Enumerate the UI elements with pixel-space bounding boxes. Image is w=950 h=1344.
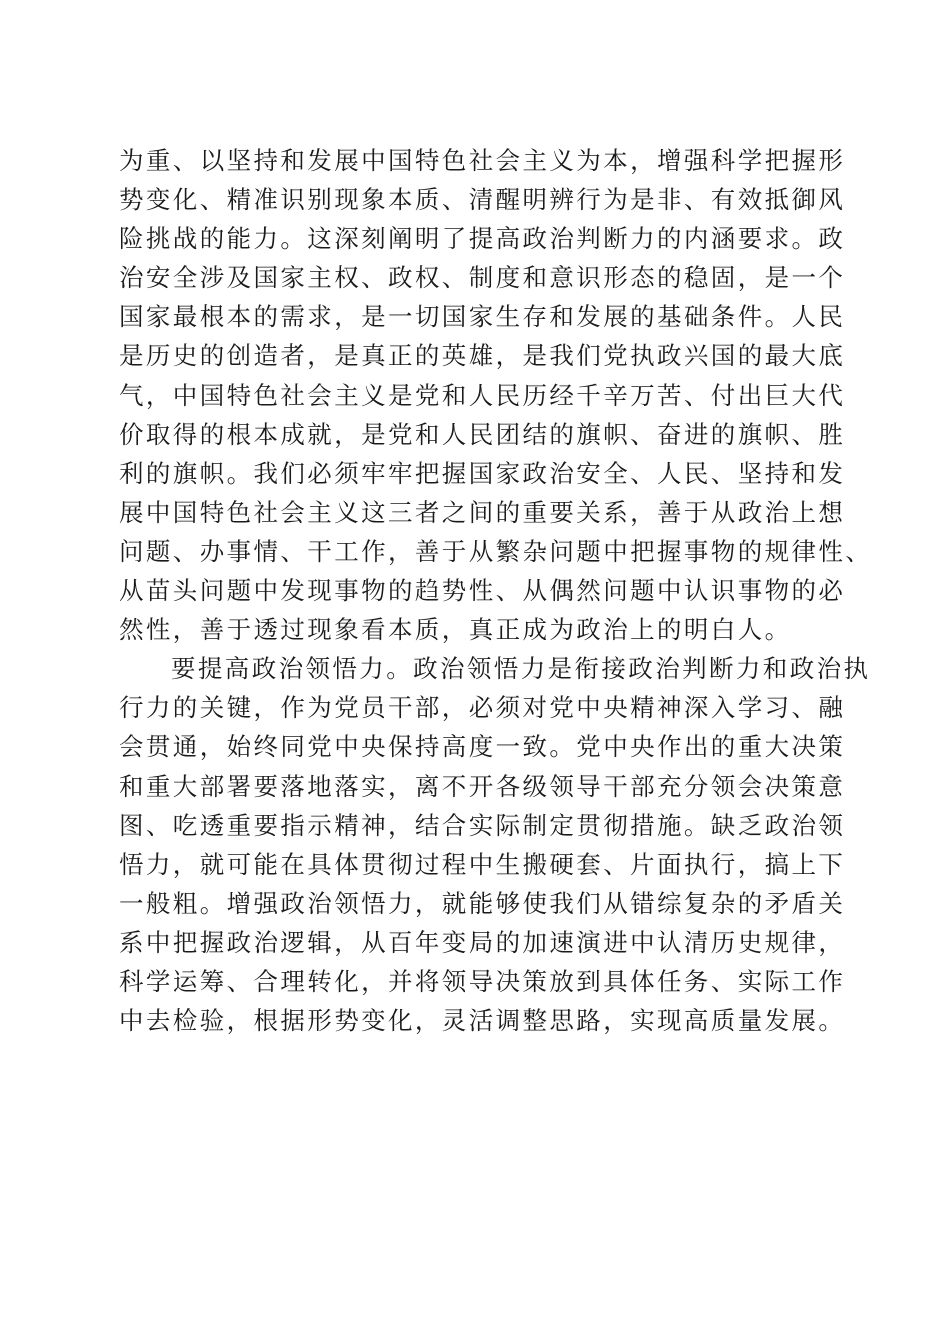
text-line: 行力的关键，作为党员干部，必须对党中央精神深入学习、融	[119, 693, 846, 723]
text-line: 科学运筹、合理转化，并将领导决策放到具体任务、实际工作	[119, 966, 846, 996]
text-line: 治安全涉及国家主权、政权、制度和意识形态的稳固，是一个	[119, 263, 846, 293]
text-line: 一般粗。增强政治领悟力，就能够使我们从错综复杂的矛盾关	[119, 888, 846, 918]
text-line: 是历史的创造者，是真正的英雄，是我们党执政兴国的最大底	[119, 341, 846, 371]
text-line: 利的旗帜。我们必须牢牢把握国家政治安全、人民、坚持和发	[119, 458, 846, 488]
text-line: 为重、以坚持和发展中国特色社会主义为本，增强科学把握形	[119, 146, 846, 175]
text-line: 气，中国特色社会主义是党和人民历经千辛万苦、付出巨大代	[119, 380, 846, 410]
text-line: 然性，善于透过现象看本质，真正成为政治上的明白人。	[119, 615, 792, 645]
paragraph-2	[119, 649, 871, 1040]
text-line-indented: 要提高政治领悟力。政治领悟力是衔接政治判断力和政治执	[171, 654, 871, 684]
text-line: 系中把握政治逻辑，从百年变局的加速演进中认清历史规律，	[119, 927, 846, 957]
paragraph-1	[119, 141, 873, 649]
text-line: 会贯通，始终同党中央保持高度一致。党中央作出的重大决策	[119, 732, 846, 762]
text-line: 价取得的根本成就，是党和人民团结的旗帜、奋进的旗帜、胜	[119, 419, 846, 449]
text-line: 图、吃透重要指示精神，结合实际制定贯彻措施。缺乏政治领	[119, 810, 846, 840]
text-line: 中去检验，根据形势变化，灵活调整思路，实现高质量发展。	[119, 1006, 846, 1036]
text-line: 险挑战的能力。这深刻阐明了提高政治判断力的内涵要求。政	[119, 224, 846, 254]
text-line: 和重大部署要落地落实，离不开各级领导干部充分领会决策意	[119, 771, 846, 801]
text-line: 展中国特色社会主义这三者之间的重要关系，善于从政治上想	[119, 497, 846, 527]
document-body	[119, 141, 873, 1040]
text-line: 悟力，就可能在具体贯彻过程中生搬硬套、片面执行，搞上下	[119, 849, 846, 879]
text-line: 问题、办事情、干工作，善于从繁杂问题中把握事物的规律性、	[119, 536, 873, 566]
text-line: 势变化、精准识别现象本质、清醒明辨行为是非、有效抵御风	[119, 185, 846, 215]
text-line: 从苗头问题中发现事物的趋势性、从偶然问题中认识事物的必	[119, 576, 846, 606]
text-line: 国家最根本的需求，是一切国家生存和发展的基础条件。人民	[119, 302, 846, 332]
